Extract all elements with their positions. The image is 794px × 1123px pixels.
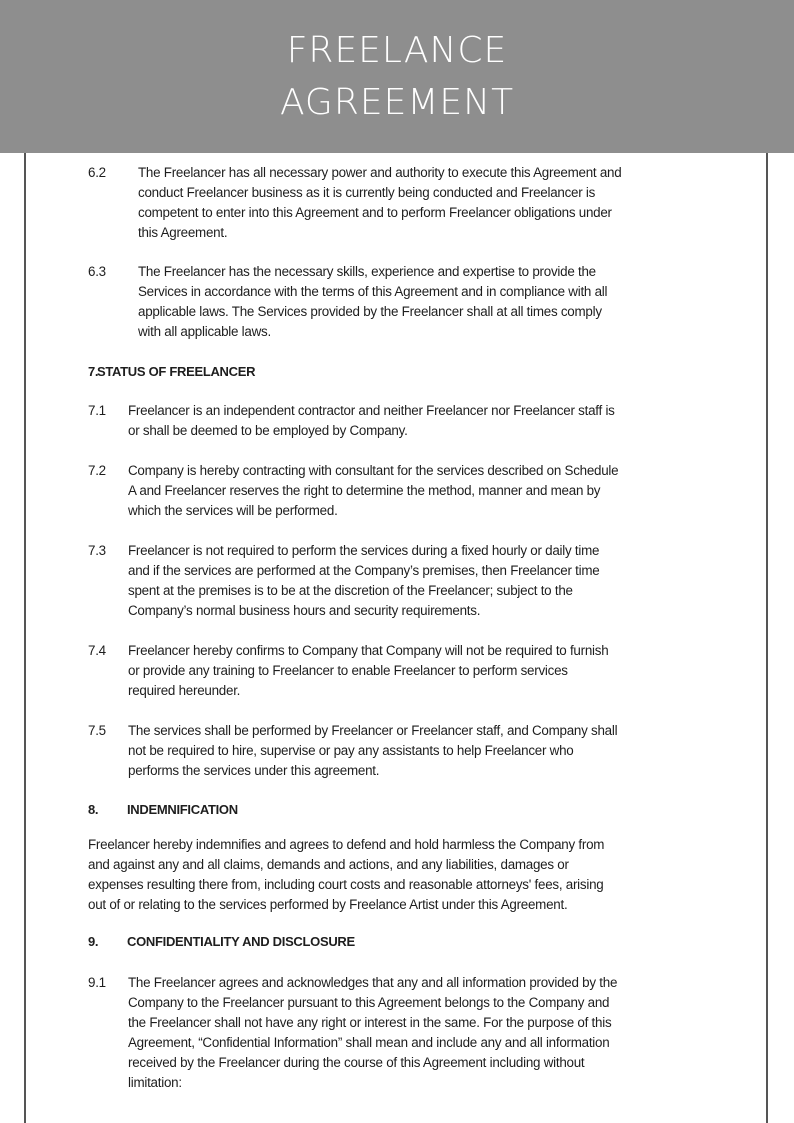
text-line: expenses resulting there from, including court costs and reasonable attorneys' fees, arising <box>88 877 604 892</box>
clause-number: 8. <box>88 802 99 817</box>
text-line: The Freelancer has all necessary power and authority to execute this Agreement and <box>138 165 622 180</box>
text-line: received by the Freelancer during the course of this Agreement including without <box>128 1055 585 1070</box>
text-line: Agreement, “Confidential Information” shall mean and include any and all information <box>128 1035 610 1050</box>
text-line: Freelancer hereby indemnifies and agrees to defend and hold harmless the Company from <box>88 837 605 852</box>
text-line: and against any and all claims, demands and actions, and any liabilities, damages or <box>88 857 569 872</box>
clause-number: 7.4 <box>88 643 106 658</box>
text-line: not be required to hire, supervise or pay any assistants to help Freelancer who <box>128 743 574 758</box>
clause-number: 6.3 <box>88 264 106 279</box>
text-line: Freelancer is an independent contractor and neither Freelancer nor Freelancer staff is <box>128 403 615 418</box>
clause-text: INDEMNIFICATION <box>127 802 238 817</box>
text-line: A and Freelancer reserves the right to determine the method, manner and mean by <box>128 483 601 498</box>
text-line: and if the services are performed at the Company’s premises, then Freelancer time <box>128 563 600 578</box>
text-line: spent at the premises is to be at the discretion of the Freelancer; subject to the <box>128 583 573 598</box>
clause-number: 7.5 <box>88 723 106 738</box>
clause-number: 9.1 <box>88 975 106 990</box>
text-line: competent to enter into this Agreement and to perform Freelancer obligations under <box>138 205 612 220</box>
text-line: conduct Freelancer business as it is currently being conducted and Freelancer is <box>138 185 596 200</box>
clause-text <box>128 461 618 521</box>
text-line: The services shall be performed by Freelancer or Freelancer staff, and Company shall <box>128 723 618 738</box>
text-line: or provide any training to Freelancer to enable Freelancer to perform services <box>128 663 568 678</box>
clause-text <box>128 721 617 781</box>
text-line: or shall be deemed to be employed by Company. <box>128 423 408 438</box>
document-header <box>0 0 794 153</box>
clause-text: STATUS OF FREELANCER <box>97 364 256 379</box>
clause-text <box>128 641 608 701</box>
clause-number: 7.2 <box>88 463 106 478</box>
text-line: required hereunder. <box>128 683 241 698</box>
text-line: with all applicable laws. <box>138 324 271 339</box>
clause-text <box>88 835 604 915</box>
clause-text <box>138 163 621 243</box>
text-line: Company’s normal business hours and security requirements. <box>128 603 481 618</box>
text-line: Company is hereby contracting with consultant for the services described on Schedule <box>128 463 619 478</box>
clause-text <box>128 401 615 441</box>
text-line: Freelancer hereby confirms to Company that Company will not be required to furnish <box>128 643 609 658</box>
clause-number: 7.1 <box>88 403 106 418</box>
title-line-1: FREELANCE <box>286 30 508 71</box>
title-line-2: AGREEMENT <box>279 82 515 123</box>
text-line: Company to the Freelancer pursuant to this Agreement belongs to the Company and <box>128 995 610 1010</box>
clause-text <box>128 541 599 621</box>
text-line: out of or relating to the services performed by Freelance Artist under this Agreement. <box>88 897 568 912</box>
page-border-left <box>24 153 26 1123</box>
clause-number: 9. <box>88 934 99 949</box>
page-border-right <box>766 153 768 1123</box>
text-line: Services in accordance with the terms of this Agreement and in compliance with all <box>138 284 608 299</box>
text-line: The Freelancer has the necessary skills, experience and expertise to provide the <box>138 264 596 279</box>
clause-number: 7. <box>88 364 99 379</box>
clause-text <box>128 973 617 1093</box>
clause-text <box>138 262 607 342</box>
clause-number: 7.3 <box>88 543 106 558</box>
clause-text: CONFIDENTIALITY AND DISCLOSURE <box>127 934 355 949</box>
text-line: which the services will be performed. <box>128 503 338 518</box>
text-line: Freelancer is not required to perform the services during a fixed hourly or daily time <box>128 543 600 558</box>
clause-number: 6.2 <box>88 165 106 180</box>
text-line: the Freelancer shall not have any right or interest in the same. For the purpose of this <box>128 1015 612 1030</box>
text-line: performs the services under this agreement. <box>128 763 380 778</box>
text-line: limitation: <box>128 1075 182 1090</box>
text-line: The Freelancer agrees and acknowledges that any and all information provided by the <box>128 975 618 990</box>
text-line: this Agreement. <box>138 225 228 240</box>
text-line: applicable laws. The Services provided by the Freelancer shall at all times comply <box>138 304 602 319</box>
